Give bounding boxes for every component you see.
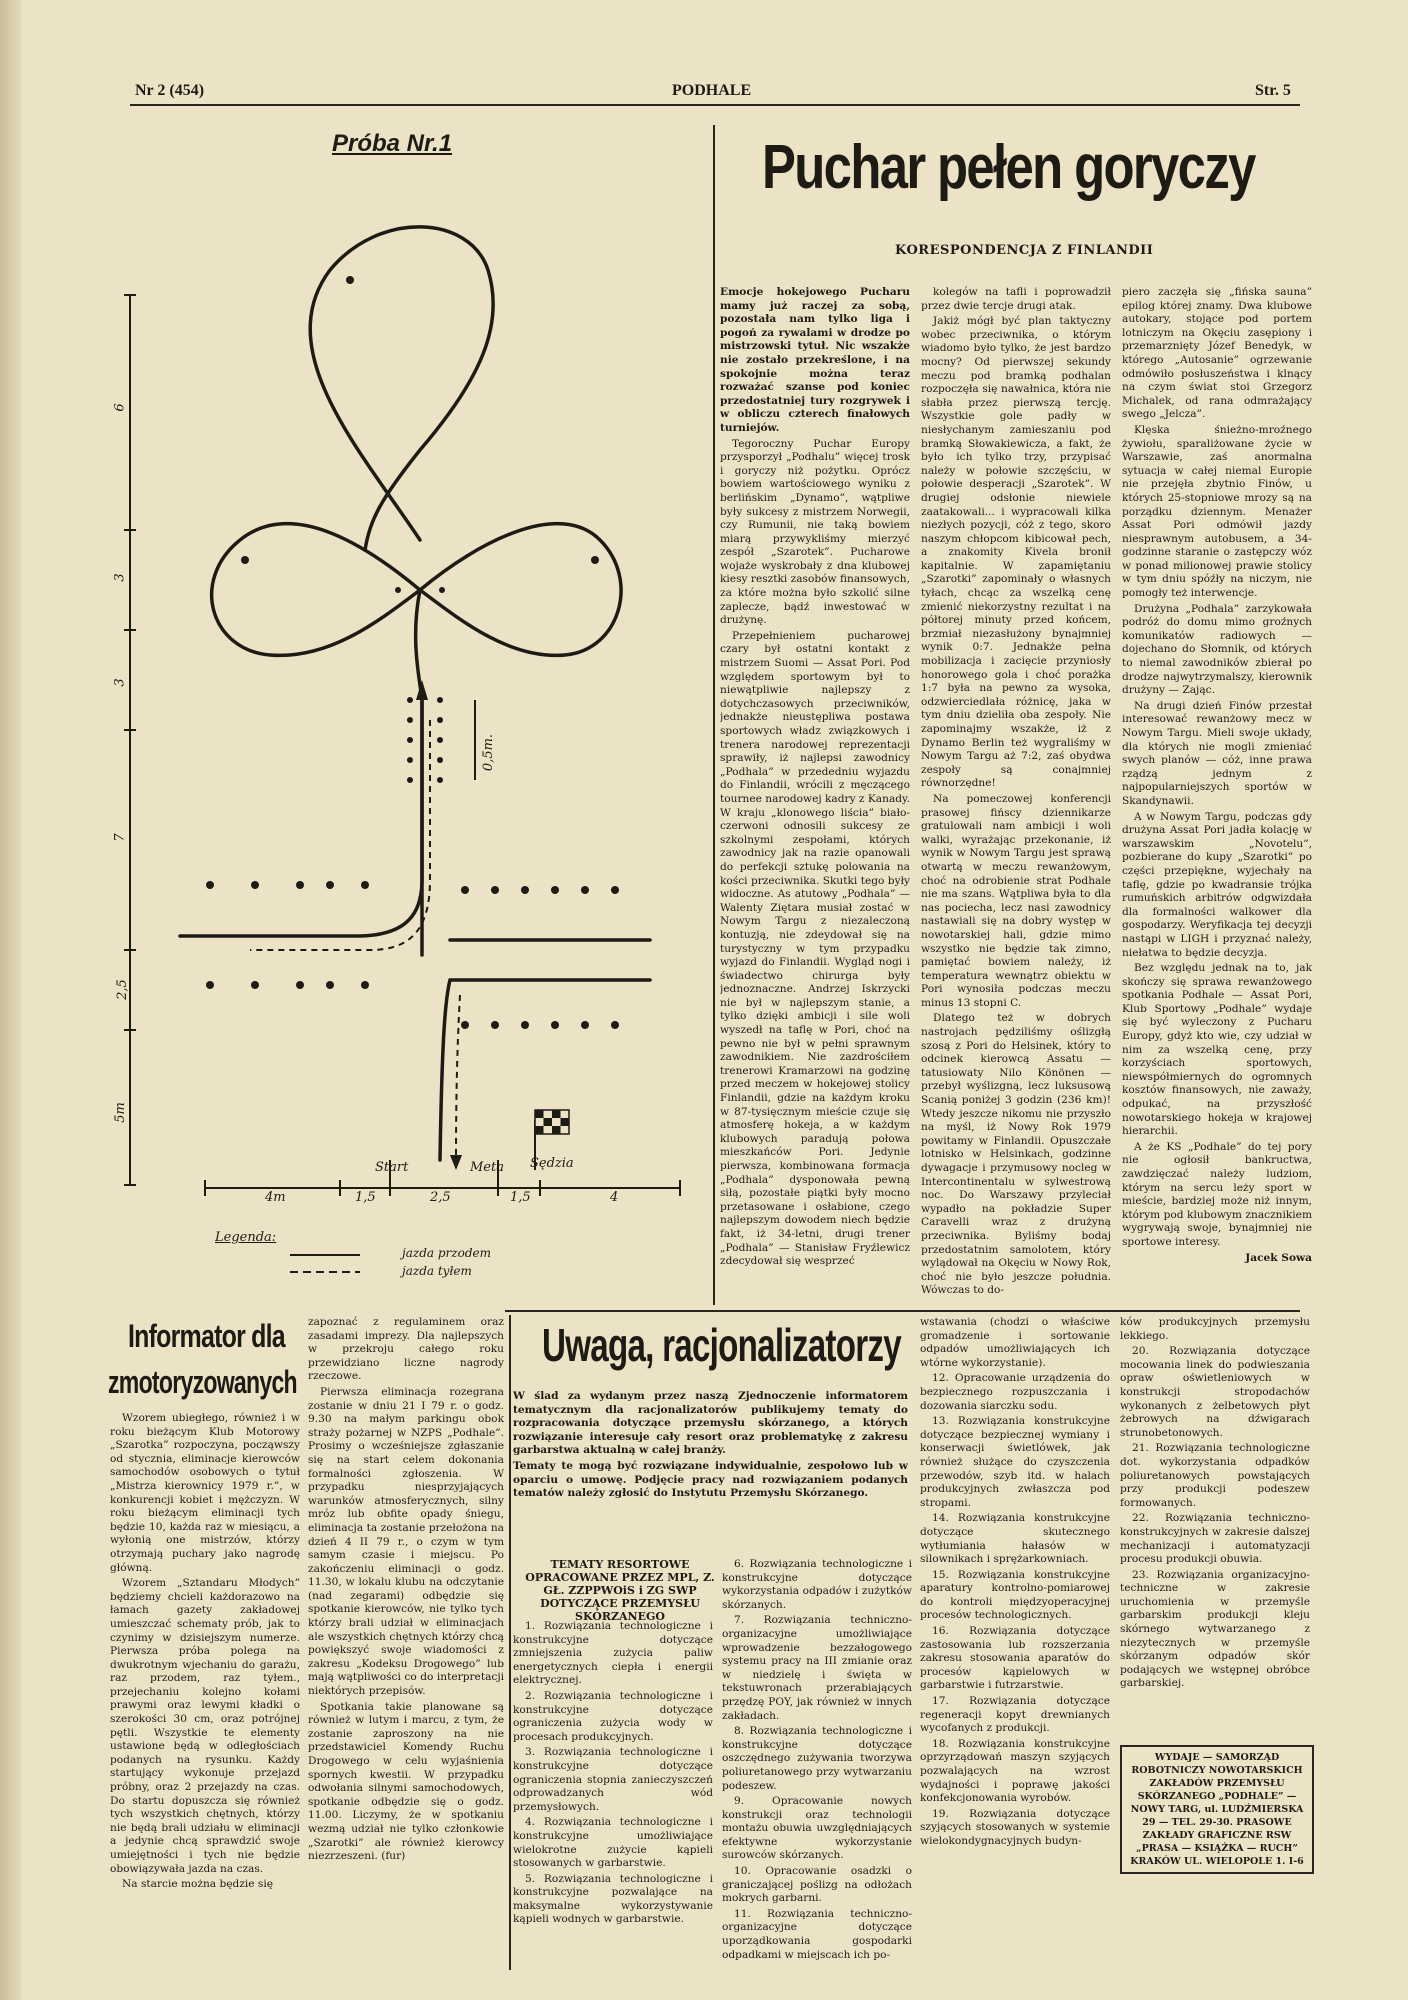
paragraph: 19. Rozwiązania dotyczące szyjących stosowanych w systemie wielokondygnacyjnych budyn- xyxy=(920,1807,1110,1847)
article2-headline-line2: zmotoryzowanych xyxy=(108,1364,297,1400)
article3-subhead: TEMATY RESORTOWE OPRACOWANE PRZEZ MPL, Z. GŁ. ZZPPWOiS i ZG SWP DOTYCZĄCE PRZEMYSŁU SKÓRZANEGO xyxy=(525,1558,715,1623)
paragraph: 12. Opracowanie urządzenia do bezpiecznego rozpuszczania i dozowania siarczku sodu. xyxy=(920,1372,1110,1412)
article3-col3 xyxy=(920,1316,1110,1970)
arrow-up xyxy=(416,680,428,700)
paragraph: Na drugi dzień Finów przestał interesować rewanżowy mecz w Nowym Targu. Mieli swoje układy, dla których nie mogli zmieniać swych planów — cóż, inne prawa rządzą jednym z najpopularniejszych sportów w Skandynawii. xyxy=(1122,699,1312,807)
checkered-flag-icon xyxy=(535,1110,569,1134)
dim-bottom-2: 1,5 xyxy=(355,1190,376,1205)
masthead-rule xyxy=(130,104,1300,106)
dim-label-c: 7 xyxy=(112,833,128,842)
paragraph: 2. Rozwiązania technologiczne i konstrukcyjne dotyczące ograniczenia zużycia wody w procesach produkcyjnych. xyxy=(513,1689,713,1743)
paragraph: Spotkania takie planowane są również w lutym i marcu, z tym, że zostanie zaproszony na nie przedstawiciel Komendy Ruchu Drogowego w celu wyjaśnienia spornych kwestii. W przypadku odwołania silnymi samochodowych, spotkanie odbędzie się o godz. 11.00. Liczymy, że w spotkaniu wezmą udział nie tylko członkowie „Szarotki” ale również kierowcy niezrzeszeni. (fur) xyxy=(308,1700,504,1863)
page-number: Str. 5 xyxy=(1255,82,1291,99)
forward-lane xyxy=(240,700,422,936)
meta-label: Meta xyxy=(470,1160,504,1175)
article3-col1 xyxy=(513,1620,713,1970)
article3-col4 xyxy=(1120,1316,1310,1706)
paragraph: 3. Rozwiązania technologiczne i konstrukcyjne dotyczące ograniczenia stopnia zanieczyszczeń odprowadzanych wód przemysłowych. xyxy=(513,1746,713,1813)
dim-bottom-5: 4 xyxy=(610,1190,619,1205)
paragraph: 18. Rozwiązania konstrukcyjne oprzyrządowań maszyn szyjących pozwalających na wzrost wydajności i poprawę jakości konfekcjonowania wyrobów. xyxy=(920,1737,1110,1805)
right-loop xyxy=(420,524,621,656)
diagram-drawing xyxy=(120,120,710,1305)
article2-divider xyxy=(509,1315,511,1970)
reverse-lane xyxy=(250,720,430,950)
start-label: Start xyxy=(375,1160,409,1175)
dim-label-d: 2,5 xyxy=(114,979,130,1000)
article2-headline-line1: Informator dla xyxy=(128,1318,285,1354)
paragraph: 20. Rozwiązania dotyczące mocowania linek do podwieszania opraw oświetleniowych w konstrukcji stropodachów wykonanych z żelbetowych płyt żebrowych na dźwigarach strunobetonowych. xyxy=(1120,1345,1310,1439)
issue-number: Nr 2 (454) xyxy=(135,82,205,99)
dim-bottom-1: 4m xyxy=(265,1190,286,1205)
paragraph: Dlatego też w dobrych nastrojach pędziliśmy oślizgłą szosą z Pori do Helsinek, który to odcinek kierowcą Assatu — tatusiowaty Nilo Könönen — przebył wyślizgną, lecz luksusową Scanią poniżej 3 godzin (236 km)! Wtedy jeszcze nikomu nie przyszło na myśl, iż Nowy Rok 1979 powitamy w Finlandii. Opuszczałe lotnisko w Helsinkach, godzinne dywagacje i przymusowy nocleg w Intercontinentalu w sylwestrową noc. Do Warszawy przyleciał wypadło na pokładzie Super Caravelli wraz z drużyną przeciwnika. Byliśmy bodaj przedostatnim samolotem, który wylądował na Okęciu w Nowy Rok, choć nie było jeszcze południa. Wówczas to do- xyxy=(921,1012,1111,1297)
paragraph: 23. Rozwiązania organizacyjno-techniczne w zakresie uruchomienia w przemyśle garbarskim produkcji kleju skórnego wytwarzanego z niezytecznych w przemyśle skórzanym odpadów skór podających we wstępnej obróbce garbarskiej. xyxy=(1120,1568,1310,1690)
page-edge-shadow xyxy=(0,0,22,2000)
paragraph: kolegów na tafli i poprowadził przez dwie tercje drugi atak. xyxy=(921,286,1111,312)
diagram-title: Próba Nr.1 xyxy=(332,130,453,157)
paragraph: Drużyna „Podhala” zarzykowała podróż do domu mimo groźnych komunikatów radiowych — dojechano do Słomnik, od których to niemal zawodników zbierał po drodze najwytrzymalszy, kierownik drużyny — Zając. xyxy=(1122,602,1312,697)
paragraph: Emocje hokejowego Pucharu mamy już raczej za sobą, pozostała nam tylko liga i pogoń za rywalami w drodze po mistrzowski tytuł. Nic wszakże nie zostało przekreślone, i na spokojnie można teraz rozważać szanse pod koniec przedostatniej tury rozgrywek i w obliczu czterech finałowych turniejów. xyxy=(720,286,910,434)
reverse-lane-2 xyxy=(456,995,460,1160)
paragraph: Tegoroczny Puchar Europy przysporzył „Podhalu” więcej trosk i goryczy niż pożytku. Oprócz bowiem wartościowego wyniku z berlińskim „Dynamo”, wątpliwe były sukcesy z mistrzem Norwegii, czy Rumunii, nie taką bowiem miarą przywykliśmy mierzyć zespół „Szarotek”. Pucharowe wojaże wyskrobały z dna klubowej kiesy resztki zasobów finansowych, za które można było szkolić silne zaplecze, bądź inwestować w drużynę. xyxy=(720,437,910,627)
paragraph: piero zaczęła się „fińska sauna” epilog której znamy. Dwa klubowe autokary, stojące pod portem lotniczym na Okęciu zasępiony i przemarznięty Józef Benedyk, w którego „Autosanie” ogrzewanie odmówiło posłuszeństwa i klnący na czym świat stoi Grzegorz Michalek, od rana odmrażający swego „Jelcza”. xyxy=(1122,286,1312,421)
paragraph: 14. Rozwiązania konstrukcyjne dotyczące skutecznego wytłumiania hałasów w silownikach i sprężarkowniach. xyxy=(920,1512,1110,1566)
article2-col1 xyxy=(110,1412,300,1972)
paragraph: W ślad za wydanym przez naszą Zjednoczenie informatorem tematycznym dla racjonalizatorów publikujemy tematy do rozpracowania dotyczące przemysłu skórzanego, a których rozwiązanie interesuje cały resort oraz problematykę z zakresu garbarstwa aktualną w całej branży. xyxy=(513,1390,908,1457)
paragraph: 4. Rozwiązania technologiczne i konstrukcyjne umożliwiające wielokrotne zużycie kąpieli stosowanych w garbarstwie. xyxy=(513,1816,713,1870)
top-loop xyxy=(310,227,493,550)
paragraph: Wzorem ubiegłego, również i w roku bieżącym Klub Motorowy „Szarotka” rozpoczyna, począwszy od stycznia, eliminacje kierowców samochodów osobowych o tytuł „Mistrza kierownicy 1979 r.”, w konkurencji kobiet i mężczyzn. W roku bieżącym eliminacji tych będzie 10, każda raz w miesiącu, a wyłonią one mistrzów, którzy otrzymają puchary jako nagrodę główną. xyxy=(110,1412,300,1574)
article2-col2 xyxy=(308,1316,504,1972)
paragraph: Wzorem „Sztandaru Młodych” będziemy chcieli każdorazowo na łamach gazety zakładowej umieszczać schematy prób, jak to czynimy w dzisiejszym numerze. Pierwsza próba polega na dwukrotnym wjechaniu do garażu, raz przodem, raz tyłem., przejechaniu kolejno kołami prawymi oraz lewymi kładki o szerokości 30 cm, oraz potrójnej pętli. Wszystkie te elementy ustawione będą w odległościach podanych na rysunku. Każdy startujący wykonuje przejazd próbny, oraz 2 przejazdy na czas. Do startu dopuszcza się również tych wszystkich chętnych, którzy nie będą brali udziału w eliminacji a jedynie chcą sprawdzić swoje umiejętności i tych nie będzie obowiązywała jazda na czas. xyxy=(110,1577,300,1875)
paragraph: 10. Opracowanie osadzki o graniczającej poślizg na odłożach mokrych garbarni. xyxy=(722,1865,912,1905)
paragraph: 11. Rozwiązania techniczno-organizacyjne dotyczące uporządkowania gospodarki odpadkami w miejscach ich po- xyxy=(722,1907,912,1961)
paragraph: 9. Opracowanie nowych konstrukcji oraz technologii montażu obuwia uwzględniających efektywne wykorzystanie surowców skórzanych. xyxy=(722,1795,912,1862)
dim-bottom-4: 1,5 xyxy=(510,1190,531,1205)
dim-label-right: 0,5m. xyxy=(481,733,497,772)
left-loop xyxy=(212,524,420,656)
paragraph: Jakiż mógł być plan taktyczny wobec przeciwnika, o którym wiadomo było tylko, że jest bardzo mocny? Od pierwszej sekundy meczu pod bramką podhalan rozpoczęła się nawałnica, która nie słabła przez pierwszą tercję. Wszystkie gole padły w niesłychanym zamieszaniu pod bramką Słowakiewicza, a fakt, że było ich tylko trzy, przypisać należy w połowie szczęściu, w połowie desperacji „Szarotek”. W drugiej odsłonie niewiele zaatakowali... i wypracowali kilka niezłych pozycji, cóż z tego, skoro naszym chłopcom kibicował pech, a znakomity Kivela bronił kapitalnie. W zapamiętaniu „Szarotki” zapominały o własnych tyłach, chcąc za wszelką cenę zmienić niekorzystny rezultat i na półtorej minuty przed końcem, brzmiał niezasłużony bynajmniej wynik 0:7. Jednakże pełna mobilizacja i zacięcie przyniosły honorowego gola i choć porażka 1:7 była na pewno za wysoka, odzwierciedlała różnicę, jaka w tym dniu dzieliła oba zespoły. Nie zapominajmy wszakże, iż z Dynamo Berlin też wygraliśmy w Nowym Targu aż 7:2, zaś obydwa zespoły są conajmniej równorzędne! xyxy=(921,315,1111,790)
paragraph: Pierwsza eliminacja rozegrana zostanie w dniu 21 I 79 r. o godz. 9.30 na małym parkingu obok straży pożarnej w NZPS „Podhale”. Prosimy o wcześniejsze zgłaszanie się na start celem dokonania formalności zgłoszenia. W przypadku niesprzyjających warunków atmosferycznych, silny mróz lub obfite opady śniegu, eliminacja ta zostanie przełożona na dzień 4 II 79 r., o czym w tym samym czasie i miejscu. Po zakończeniu eliminacji o godz. 11.30, w lokalu klubu na odczytanie (nad zegarami) odbędzie się spotkanie kierowców, nie tylko tych którzy brali udział w eliminacjach ale wszystkich chętnych którzy chcą powiększyć swoje wiadomości z zakresu „Kodeksu Drogowego” lub mają wątpliwości co do interpretacji niektórych przepisów. xyxy=(308,1385,504,1698)
paragraph: ków produkcyjnych przemysłu lekkiego. xyxy=(1120,1316,1310,1342)
paragraph: Tematy te mogą być rozwiązane indywidualnie, zespołowo lub w oparciu o umowę. Podjęcie pracy nad rozwiązaniem podanych tematów należy zgłosić do Instytutu Przemysłu Skórzanego. xyxy=(513,1459,908,1500)
paragraph: Na pomeczowej konferencji prasowej fińscy dziennikarze gratulowali nam ambicji i woli walki, wyrażając przekonanie, iż wynik w Nowym Targu jest sprawą otwartą w meczu rewanżowym, choć na odrobienie strat Podhale nie ma szans. Wątpliwa była to dla nas pociecha, lecz nasi zawodnicy nastawiali się na dobry występ w nowotarskiej hali, gdzie mimo wszystko nie będzie tak zimno, pamiętać bowiem należy, iż temperatura wewnątrz obiektu w Pori wynosiła podczas meczu minus 13 stopni C. xyxy=(921,792,1111,1009)
paragraph: 1. Rozwiązania technologiczne i konstrukcyjne dotyczące zmniejszenia zużycia paliw energetycznych ciepła i energii elektrycznej. xyxy=(513,1620,713,1687)
paragraph: A że KS „Podhale” do tej pory nie ogłosił bankructwa, zawdzięczać należy ludziom, którym na sercu leży sport w mieście, bardziej może niż innym, którym pod klubowym znacznikiem wygrywają swoje, bynajmniej nie sportowe interesy. xyxy=(1122,1140,1312,1248)
paragraph: Jacek Sowa xyxy=(1245,1251,1312,1264)
paper-name: PODHALE xyxy=(672,82,752,99)
article3-col2 xyxy=(722,1558,912,1970)
article1-col3 xyxy=(1122,286,1312,1306)
arrow-down xyxy=(450,1155,462,1170)
paragraph: 5. Rozwiązania technologiczne i konstrukcyjne pozwalające na maksymalne wykorzystywanie kąpieli wodnych w garbarstwie. xyxy=(513,1872,713,1926)
legend-title: Legenda: xyxy=(215,1230,277,1245)
paragraph: A w Nowym Targu, podczas gdy drużyna Assat Pori jadła kolację w warszawskim „Novotelu”, pozbierane do kupy „Szarotki” po części przepiękne, wyjechały na taflę, gdzie po kwadransie trójka rumuńskich arbitrów odgwizdała dla formalności walkower dla gospodarzy. Weryfikacja tej decyzji nastąpi w LIGH i przyznać należy, niełatwa to będzie decyzja. xyxy=(1122,810,1312,959)
legend-forward: jazda przodem xyxy=(402,1246,491,1260)
article1-col2 xyxy=(921,286,1111,1306)
paragraph: 7. Rozwiązania techniczno-organizacyjne umożliwiające wprowadzenie bezzałogowego systemu pracy na III zmianie oraz w niedzielę i święta w tekstuwronach przerabiających przędzę POY, jak również w innych zakładach. xyxy=(722,1614,912,1722)
column-divider xyxy=(713,125,715,1305)
return-curve xyxy=(440,980,450,1160)
paragraph: 6. Rozwiązania technologiczne i konstrukcyjne dotyczące wykorzystania odpadów i zużytków skórzanych. xyxy=(722,1558,912,1611)
article3-intro xyxy=(513,1390,908,1555)
article1-col1 xyxy=(720,286,910,1306)
dim-label-e: 5m xyxy=(112,1102,128,1123)
paragraph: 16. Rozwiązania dotyczące zastosowania lub rozszerzania zakresu stosowania aparatów do procesów kąpielowych w garbarstwie i futrzarstwie. xyxy=(920,1625,1110,1692)
paragraph: 17. Rozwiązania dotyczące regeneracji kopyt drewnianych wycofanych z produkcji. xyxy=(920,1695,1110,1735)
dim-label-a: 3 xyxy=(112,573,128,582)
paragraph: Przepełnieniem pucharowej czary był ostatni kontakt z mistrzem Suomi — Assat Pori. Pod względem sportowym był to niewątpliwie najlepszy z dotychczasowych przeciwników, jednakże nieustępliwa postawa sportowych władz związkowych i trenera narodowej reprezentacji sprawiły, iż najlepsi zawodnicy „Podhala” w przededniu wyjazdu do Finlandii, wrócili z męczącego tournee narodowej kadry z Kanady. W kraju „klonowego liścia” biało-czerwoni odnosili sukcesy ze szkolnymi zespołami, których zawodnicy jak na razie opanowali do perfekcji sztukę polowania na kości przeciwnika. Skutki tego były widoczne. As atutowy „Podhala” — Walenty Ziętara musiał zostać w Nowym Targu z niezaleczoną kontuzją, nie zdeydował się na turystyczny w tym przypadku wyjazd do Finlandii. Wygląd nogi i świadectwo chirurga były jednoznaczne. Andrzej Iskrzycki nie był w najlepszym stanie, a tylko dzięki ambicji i sile woli wyszedł na taflę w Pori, choć na pewno nie był w pełni sprawnym zawodnikiem. Nie zazdrościłem trenerowi Kramarzowi na godzinę przed meczem w hokejowej stolicy Finlandii, gdzie na każdym kroku w 87-tysięcznym mieście czuje się atmosferę hokeja, a w każdym klubowych paradują połowa mieszkańców Pori. Jedynie pierwsza, kombinowana formacja „Podhala” dysponowała pewną siłą, pozostałe piątki były mocno przetasowane i osłabione, czego najlepszym dowodem niech będzie fakt, iż 34-letni, drugi trener „Podhala” — Stanisław Fryźlewicz zdecydował się wesprzeć xyxy=(720,629,910,1268)
legend-reverse: jazda tyłem xyxy=(402,1264,472,1278)
article1-headline: Puchar pełen goryczy xyxy=(762,133,1255,202)
driving-test-diagram xyxy=(112,120,710,1305)
paragraph: Na starcie można będzie się xyxy=(122,1878,274,1891)
dim-label-b: 3 xyxy=(112,678,128,687)
article1-subhead: KORESPONDENCJA Z FINLANDII xyxy=(895,243,1154,258)
article3-headline: Uwaga, racjonalizatorzy xyxy=(542,1319,901,1371)
section-rule xyxy=(505,1310,1300,1312)
paragraph: Bez względu jednak na to, jak skończy się sprawa rewanżowego spotkania Podhale — Assat Pori, Klub Sportowy „Podhale” wydaje się być wyleczony z Pucharu Europy, gdyż kto wie, czy udział w nim za wszelką cenę, przy korzyściach sportowych, niewspółmiernych do ogromnych kosztów finansowych, nie zaważy, odpukać, na przyszłość nowotarskiego hokeja w krajowej hierarchii. xyxy=(1122,962,1312,1138)
imprint-box: WYDAJE — SAMORZĄD ROBOTNICZY NOWOTARSKICH ZAKŁADÓW PRZEMYSŁU SKÓRZANEGO „PODHALE” — NOWY TARG, ul. LUDŹMIERSKA 29 — TEL. 29-30. PRASOWE ZAKŁADY GRAFICZNE RSW „PRASA — KSIĄŻKA — RUCH” KRAKÓW UL. WIELOPOLE 1. I-6 xyxy=(1120,1745,1314,1874)
paragraph: wstawania (chodzi o właściwe gromadzenie i sortowanie odpadów umożliwiających ich wtórne wykorzystanie). xyxy=(920,1316,1110,1369)
paragraph: 22. Rozwiązania techniczno-konstrukcyjnych w zakresie dalszej mechanizacji i automatyzacji procesu produkcji obuwia. xyxy=(1120,1512,1310,1566)
dim-label-top: 6 xyxy=(112,403,128,412)
judge-label: Sędzia xyxy=(530,1156,574,1171)
paragraph: 8. Rozwiązania technologiczne i konstrukcyjne dotyczące oszczędnego zużywania tworzywa poliuretanowego przy wytwarzaniu podeszew. xyxy=(722,1725,912,1792)
paragraph: 15. Rozwiązania konstrukcyjne aparatury kontrolno-pomiarowej do kontroli międzyoperacyjnej procesów technologicznych. xyxy=(920,1568,1110,1622)
paragraph: 21. Rozwiązania technologiczne dot. wykorzystania odpadków poliuretanowych powstających przy produkcji podeszew formowanych. xyxy=(1120,1442,1310,1509)
paragraph: 13. Rozwiązania konstrukcyjne dotyczące bezpiecznej wymiany i konserwacji świetlówek, jak również służące do czyszczenia przewodów, szyb itd. w halach produkcyjnych zwłaszcza pod stropami. xyxy=(920,1415,1110,1509)
paragraph: zapoznać z regulaminem oraz zasadami imprezy. Dla najlepszych w przekroju całego roku przewidziano liczne nagrody rzeczowe. xyxy=(308,1316,504,1383)
dim-bottom-3: 2,5 xyxy=(430,1190,451,1205)
paragraph: Klęska śnieżno-mroźnego żywiołu, sparaliżowane życie w Warszawie, zaś anormalna sytuacja w całej niemal Europie nie przejęła zbytnio Finów, u których 25-stopniowe mrozy są na porządku dziennym. Menażer Assat Pori odmówił jazdy niesprawnym autobusem, a 34-godzinne staranie o zastępczy wóz w ponad milionowej prawie stolicy w tym dniu spóźły na niczym, nie pomogły też interwencje. xyxy=(1122,423,1312,600)
